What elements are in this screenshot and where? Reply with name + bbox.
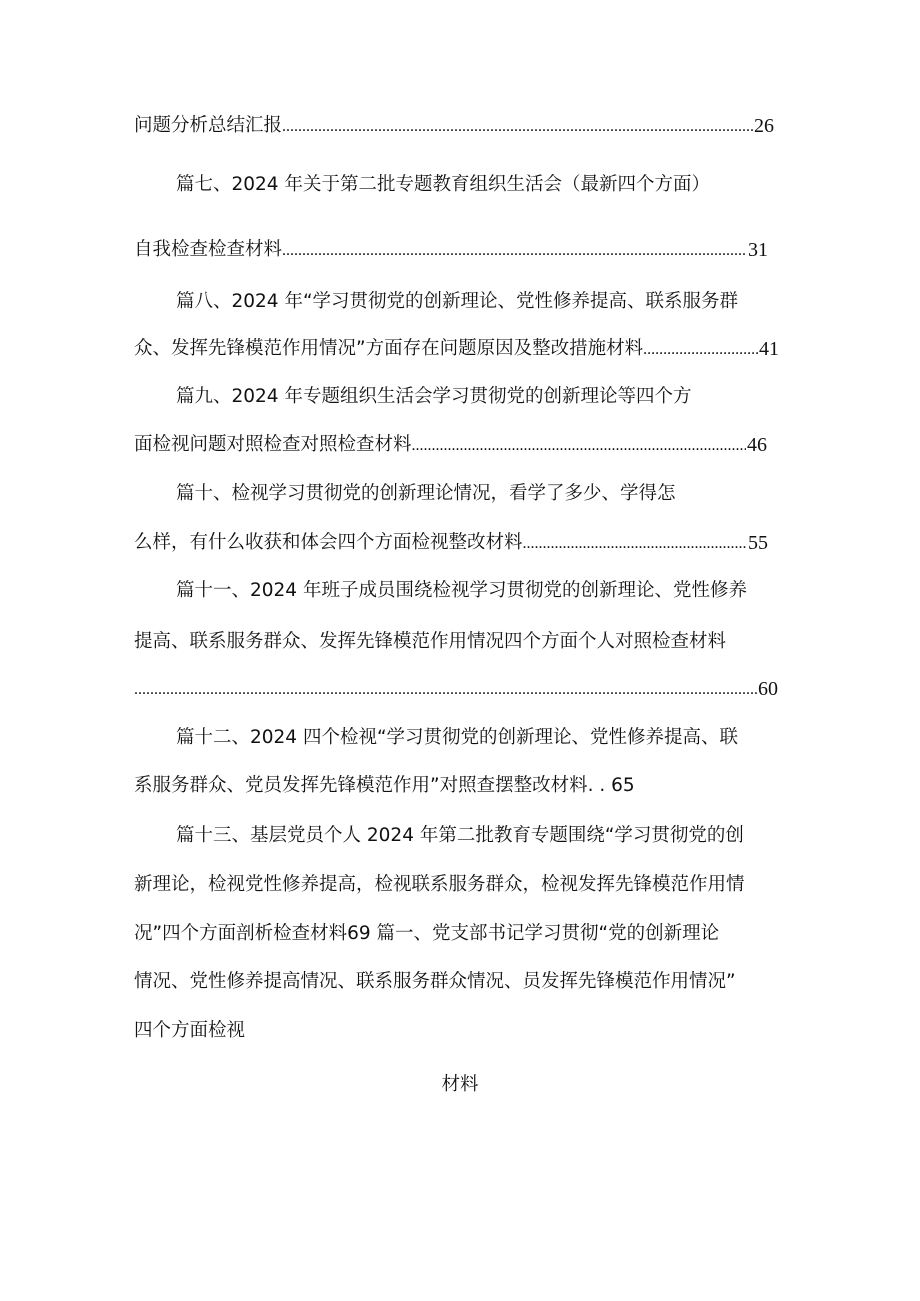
toc-entry-12-line1: 篇十二、2024 四个检视“学习贯彻党的创新理论、党性修养提高、联 [176,727,739,748]
toc-entry-12-line2: 系服务群众、党员发挥先锋模范作用”对照查摆整改材料. . 65 [134,775,635,796]
toc-page-number: 46 [747,434,767,456]
toc-leader-dots [643,339,758,361]
trailing-title: 材料 [441,1074,479,1095]
toc-entry-8-line2 [134,337,779,361]
toc-leader-dots [282,240,747,262]
toc-entry-7-line2 [134,238,768,262]
toc-page-number: 31 [748,239,768,261]
toc-entry-7-line1: 篇七、2024 年关于第二批专题教育组织生活会（最新四个方面） [176,174,710,195]
toc-entry-11-line2: 提高、联系服务群众、发挥先锋模范作用情况四个方面个人对照检查材料 [134,631,727,652]
toc-entry-text: 问题分析总结汇报 [134,115,283,136]
toc-entry-text: 面检视问题对照检查对照检查材料 [134,434,412,455]
toc-entry-11-line1: 篇十一、2024 年班子成员围绕检视学习贯彻党的创新理论、党性修养 [176,580,747,601]
toc-entry-6-tail [134,114,774,138]
toc-leader-dots [282,116,753,138]
toc-entry-10-line1: 篇十、检视学习贯彻党的创新理论情况，看学了多少、学得怎 [176,483,676,504]
toc-page-number: 60 [758,678,778,700]
toc-entry-9-line1: 篇九、2024 年专题组织生活会学习贯彻党的创新理论等四个方 [176,386,692,407]
toc-entry-10-line2 [134,531,768,555]
toc-entry-13-line5: 四个方面检视 [134,1020,246,1041]
toc-entry-8-line1: 篇八、2024 年“学习贯彻党的创新理论、党性修养提高、联系服务群 [176,291,739,312]
toc-entry-13-line2: 新理论，检视党性修养提高，检视联系服务群众，检视发挥先锋模范作用情 [134,874,745,895]
toc-entry-text: 众、发挥先锋模范作用情况”方面存在问题原因及整改措施材料 [134,338,644,359]
toc-leader-dots [134,679,757,701]
toc-entry-9-line2 [134,433,767,457]
toc-entry-13-line4: 情况、党性修养提高情况、联系服务群众情况、员发挥先锋模范作用情况” [134,971,736,992]
toc-page-number: 55 [748,532,768,554]
toc-page-number: 26 [754,115,774,137]
toc-entry-text: 自我检查检查材料 [134,239,283,260]
toc-entry-text: 么样，有什么收获和体会四个方面检视整改材料 [134,532,523,553]
toc-page-number: 41 [759,338,779,360]
toc-leader-dots [412,435,746,457]
toc-entry-11-line3 [134,677,778,701]
toc-entry-13-line3: 况”四个方面剖析检查材料69 篇一、党支部书记学习贯彻“党的创新理论 [134,923,720,944]
toc-entry-13-line1: 篇十三、基层党员个人 2024 年第二批教育专题围绕“学习贯彻党的创 [176,825,744,846]
toc-leader-dots [523,533,747,555]
